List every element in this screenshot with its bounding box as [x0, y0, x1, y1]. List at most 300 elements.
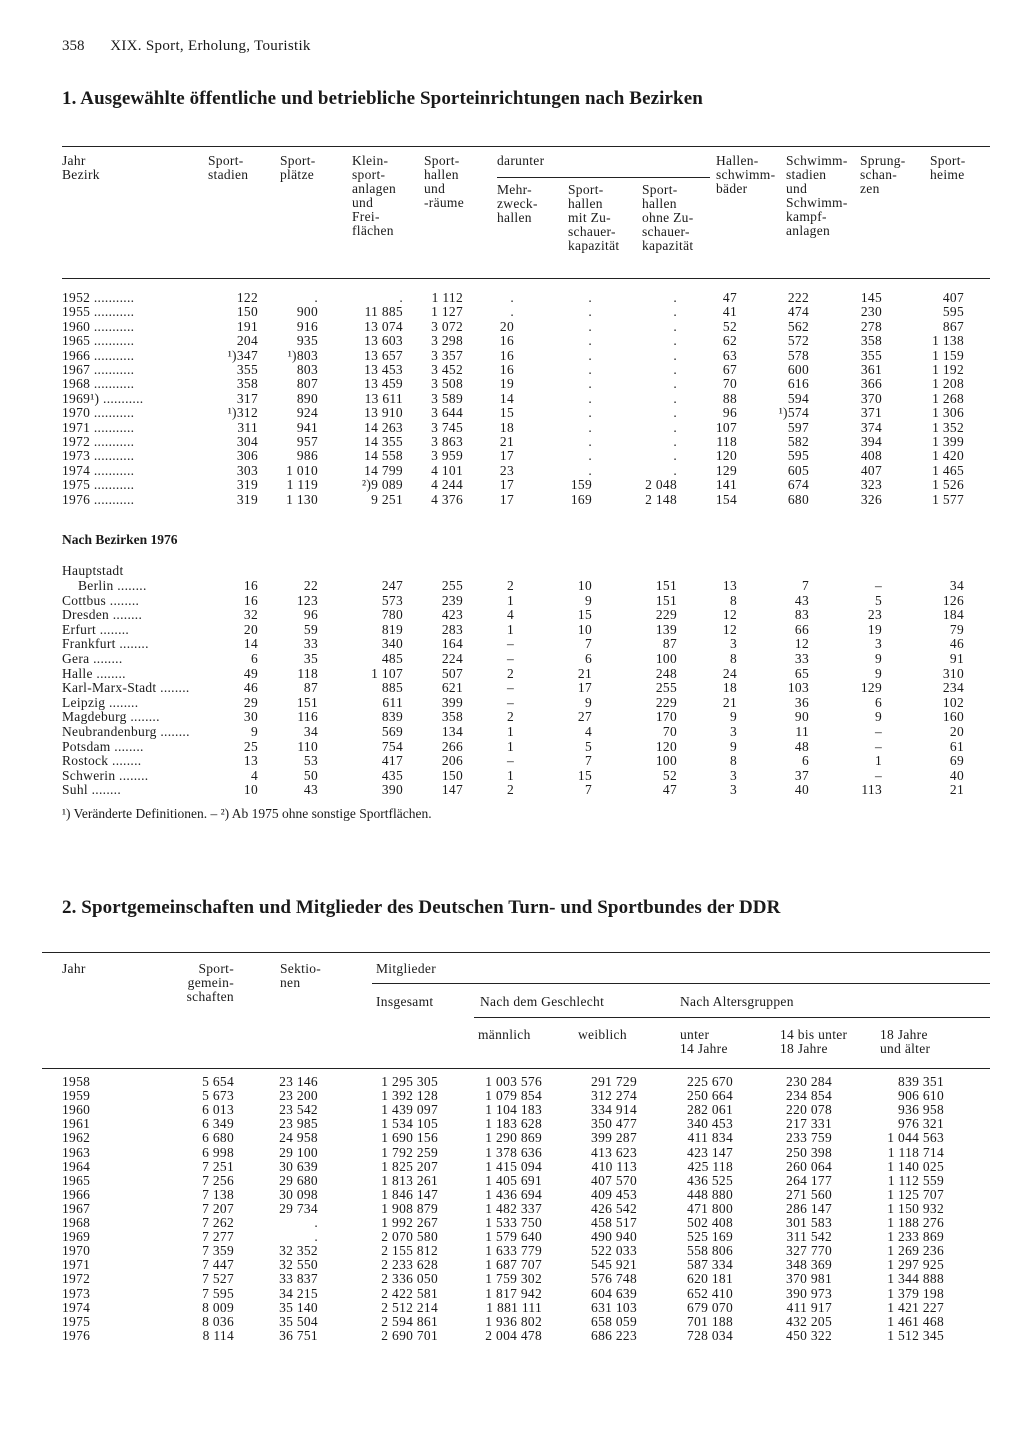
t2-cell: 34 215 [279, 1285, 318, 1301]
t2-cell: 1 297 925 [887, 1257, 944, 1273]
t2-cell: 522 033 [591, 1243, 637, 1259]
t2-cell: 32 352 [279, 1243, 318, 1259]
t2-cell: 701 188 [687, 1313, 733, 1329]
t1-district-cell: 621 [441, 680, 463, 696]
t2-cell: 2 070 580 [381, 1229, 438, 1245]
t1-row-year: 1973 ........... [62, 448, 135, 464]
t2-cell: 7 256 [202, 1172, 234, 1188]
t1-district-cell: 40 [794, 782, 809, 798]
t1-district-cell: 22 [303, 578, 318, 593]
t1-cell: 319 [236, 477, 258, 493]
t1-district-cell: 25 [243, 738, 258, 754]
t1-cell: . [510, 304, 514, 320]
t2-cell: 282 061 [687, 1102, 733, 1118]
t2-cell: 32 550 [279, 1257, 318, 1273]
t2-cell: 1 003 576 [485, 1074, 542, 1089]
t1-row-year: 1968 ........... [62, 376, 135, 392]
t2-cell: 502 408 [687, 1215, 733, 1230]
table1-footnote: ¹) Veränderte Definitionen. – ²) Ab 1975 ohne sonstige Sportflächen. [62, 806, 432, 821]
t1-cell: 122 [236, 290, 258, 305]
t2-cell: 286 147 [786, 1200, 832, 1216]
t2-cell: 271 560 [786, 1186, 832, 1202]
t1-district-cell: 2 [506, 709, 514, 725]
t1-cell: 304 [236, 434, 258, 449]
t1-cell: 14 [499, 390, 514, 406]
t1-cell: 1 192 [932, 362, 964, 377]
t1-district-cell: – [874, 738, 882, 754]
t2-cell: 1 415 094 [485, 1158, 542, 1174]
t2-cell: 234 854 [786, 1088, 832, 1104]
t1-cell: . [673, 376, 677, 392]
t2-cell: 390 973 [786, 1285, 832, 1301]
t1-district-cell: – [506, 636, 514, 652]
t1-cell: . [588, 318, 592, 334]
t2-col-maennlich: männlich [478, 1027, 531, 1042]
t2-cell: 1 512 345 [887, 1327, 944, 1343]
t2-cell: 587 334 [687, 1257, 733, 1273]
t2-cell: 8 036 [202, 1313, 234, 1329]
t1-district-cell: 151 [296, 694, 318, 710]
t2-cell: 23 542 [279, 1102, 318, 1118]
t1-district-cell: 7 [584, 753, 592, 769]
t2-cell: 1 290 869 [485, 1130, 542, 1146]
t2-cell: 7 527 [202, 1271, 234, 1287]
t1-row-year: 1966 ........... [62, 347, 135, 363]
t1-col-header: Schwimm- stadien und Schwimm- kampf- anlagen [786, 153, 848, 238]
t1-cell: 1 130 [286, 491, 318, 507]
t1-cell: 1 127 [431, 304, 463, 320]
t2-cell: 1 936 802 [485, 1313, 542, 1329]
t2-cell: 450 322 [786, 1327, 832, 1343]
t1-cell: ¹)312 [227, 405, 258, 421]
t2-cell: 1 183 628 [485, 1116, 542, 1132]
t1-district-cell: 6 [584, 651, 592, 666]
t2-row-year: 1965 [62, 1172, 91, 1188]
t1-cell: 17 [499, 448, 514, 464]
t2-cell: 5 654 [202, 1074, 234, 1089]
t1-cell: 680 [787, 491, 809, 507]
t1-district-cell: 9 [584, 694, 592, 710]
t2-cell: 410 113 [591, 1158, 637, 1174]
t2-cell: 490 940 [591, 1229, 637, 1245]
t2-cell: 1 379 198 [887, 1285, 944, 1301]
t1-district-cell: 780 [381, 607, 403, 623]
t2-cell: . [314, 1229, 318, 1245]
t1-district-cell: 611 [382, 694, 403, 710]
t1-district-cell: 20 [243, 621, 258, 637]
t1-cell: 13 910 [364, 405, 403, 421]
t1-district-cell: 48 [794, 738, 809, 754]
t2-cell: 1 188 276 [887, 1215, 944, 1230]
t2-cell: 1 813 261 [381, 1172, 438, 1188]
t1-cell: . [673, 362, 677, 377]
t1-cell: . [673, 434, 677, 449]
t1-cell: 70 [722, 376, 737, 392]
t1-district-cell: 3 [874, 636, 882, 652]
t1-cell: . [673, 318, 677, 334]
t1-cell: . [588, 376, 592, 392]
t2-row-year: 1974 [62, 1299, 91, 1315]
t1-district-cell: 5 [874, 592, 882, 608]
t1-cell: 14 558 [364, 448, 403, 464]
t1-cell: 2 048 [645, 477, 677, 493]
t1-cell: 16 [499, 362, 514, 377]
t2-cell: 1 825 207 [381, 1158, 438, 1174]
t1-cell: 867 [942, 318, 964, 334]
t1-cell: 355 [236, 362, 258, 377]
t1-district-cell: 151 [655, 578, 677, 593]
t1-cell: . [673, 333, 677, 349]
t1-district-cell: 49 [243, 665, 258, 681]
t1-district-cell: 11 [795, 724, 809, 739]
t1-district-cell: 7 [584, 636, 592, 652]
t2-cell: 370 981 [786, 1271, 832, 1287]
t1-district-cell: 170 [655, 709, 677, 725]
t1-cell: 311 [237, 419, 258, 435]
t1-district-cell: 36 [794, 694, 809, 710]
t1-cell: . [673, 390, 677, 406]
t2-cell: 1 482 337 [485, 1200, 542, 1216]
t1-cell: 14 799 [364, 462, 403, 478]
t1-cell: 605 [787, 462, 809, 478]
t1-district-cell: 569 [381, 724, 403, 739]
t1-col-header: Sprung- schan- zen [860, 153, 906, 196]
t1-cell: 572 [787, 333, 809, 349]
t1-district-cell: 358 [441, 709, 463, 725]
t1-cell: 129 [715, 462, 737, 478]
t2-cell: 426 542 [591, 1200, 637, 1216]
t2-col-altersgruppen: Nach Altersgruppen [680, 994, 794, 1009]
t1-district-cell: 30 [243, 709, 258, 725]
t1-district-cell: 34 [949, 578, 964, 593]
t2-cell: 525 169 [687, 1229, 733, 1245]
t1-cell: 1 465 [932, 462, 964, 478]
t2-row-year: 1966 [62, 1186, 91, 1202]
t1-cell: 594 [787, 390, 809, 406]
t2-cell: 6 013 [202, 1102, 234, 1118]
t1-col-header: Sport- hallen ohne Zu- schauer- kapazität [642, 182, 694, 253]
t2-cell: 679 070 [687, 1299, 733, 1315]
t1-cell: 366 [860, 376, 882, 392]
t1-district-cell: 423 [441, 607, 463, 623]
t1-cell: 23 [499, 462, 514, 478]
t1-district-cell: 9 [874, 651, 882, 666]
t2-cell: 2 004 478 [485, 1327, 542, 1343]
t1-cell: 9 251 [371, 491, 403, 507]
t1-cell: 1 010 [286, 462, 318, 478]
t1-district-cell: 283 [441, 621, 463, 637]
t1-district-cell: 43 [794, 592, 809, 608]
t2-cell: 652 410 [687, 1285, 733, 1301]
t2-col-sektionen: Sektio- nen [280, 961, 322, 990]
t1-district-cell: 310 [942, 665, 964, 681]
t1-cell: ¹)347 [227, 347, 258, 363]
t2-cell: 6 680 [202, 1130, 234, 1146]
t1-cell: 3 863 [431, 434, 463, 449]
t2-cell: 8 009 [202, 1299, 234, 1315]
t2-row-year: 1962 [62, 1130, 91, 1146]
t2-cell: 1 687 707 [485, 1257, 542, 1273]
t1-district-cell: 9 [874, 709, 882, 725]
t1-district-cell: 134 [441, 724, 463, 739]
t2-cell: 5 673 [202, 1088, 234, 1104]
t1-district-name: Leipzig ........ [62, 694, 139, 710]
t2-cell: 33 837 [279, 1271, 318, 1287]
t1-cell: 616 [787, 376, 809, 392]
t1-cell: 370 [860, 390, 882, 406]
t1-district-cell: 27 [577, 709, 592, 725]
t2-cell: 250 398 [786, 1144, 832, 1160]
t1-district-cell: 91 [949, 651, 964, 666]
t1-cell: 807 [296, 376, 318, 392]
t1-cell: 4 101 [431, 462, 463, 478]
t1-col-header: Hallen- schwimm- bäder [716, 153, 776, 196]
t1-cell: 408 [860, 448, 882, 464]
t1-district-cell: 87 [662, 636, 677, 652]
t1-district-cell: 255 [441, 578, 463, 593]
t1-district-cell: 37 [794, 767, 809, 783]
t1-district-cell: 147 [441, 782, 463, 798]
t2-mitglieder-rule [372, 983, 990, 984]
t1-district-cell: 435 [381, 767, 403, 783]
t2-row-year: 1967 [62, 1200, 91, 1216]
t1-district-cell: 34 [303, 724, 318, 739]
t2-cell: 350 477 [591, 1116, 637, 1132]
t1-cell: . [588, 347, 592, 363]
t1-district-cell: 10 [243, 782, 258, 798]
t1-row-year: 1960 ........... [62, 318, 135, 334]
t1-cell: 1 112 [431, 290, 463, 305]
t1-cell: 14 355 [364, 434, 403, 449]
t2-cell: 458 517 [591, 1215, 637, 1230]
t1-district-cell: 59 [303, 621, 318, 637]
t1-cell: 3 959 [431, 448, 463, 464]
t1-district-cell: 61 [949, 738, 964, 754]
t1-district-name: Frankfurt ........ [62, 636, 149, 652]
t1-cell: . [673, 405, 677, 421]
t2-cell: 1 633 779 [485, 1243, 542, 1259]
t2-cell: 411 917 [786, 1299, 832, 1315]
t1-cell: 145 [860, 290, 882, 305]
t1-district-cell: 102 [942, 694, 964, 710]
t1-district-cell: 151 [655, 592, 677, 608]
t1-cell: . [588, 362, 592, 377]
t2-cell: 29 680 [279, 1172, 318, 1188]
t1-cell: 278 [860, 318, 882, 334]
t1-darunter-header: darunter [497, 153, 545, 168]
t2-cell: 1 118 714 [887, 1144, 944, 1160]
t1-district-cell: 206 [441, 753, 463, 769]
t1-cell: 1 399 [932, 434, 964, 449]
t1-cell: 1 352 [932, 419, 964, 435]
t1-cell: . [588, 419, 592, 435]
t1-district-cell: – [874, 578, 882, 593]
t1-col-header: Klein- sport- anlagen und Frei- flächen [352, 153, 397, 238]
t2-cell: 29 734 [279, 1200, 318, 1216]
t1-cell: 1 420 [932, 448, 964, 464]
t1-cell: . [399, 290, 403, 305]
t2-cell: 301 583 [786, 1215, 832, 1230]
t1-district-cell: – [506, 680, 514, 696]
t1-cell: ²)9 089 [361, 477, 403, 493]
t1-col-header: Sport- hallen und -räume [424, 153, 465, 210]
t1-district-cell: 1 [506, 621, 514, 637]
t1-cell: 14 263 [364, 419, 403, 435]
t1-district-cell: 160 [942, 709, 964, 725]
t1-cell: 3 452 [431, 362, 463, 377]
t1-cell: 957 [296, 434, 318, 449]
t1-cell: 17 [499, 477, 514, 493]
t2-cell: 413 623 [591, 1144, 637, 1160]
t1-cell: . [588, 304, 592, 320]
t1-col-header: Sport- plätze [280, 153, 316, 182]
t1-cell: 935 [296, 333, 318, 349]
t1-district-cell: 9 [874, 665, 882, 681]
t1-cell: 355 [860, 347, 882, 363]
t2-cell: 1 992 267 [381, 1215, 438, 1230]
t2-cell: 448 880 [687, 1186, 733, 1202]
t1-cell: . [673, 304, 677, 320]
t1-district-cell: 21 [722, 694, 737, 710]
t1-cell: 47 [722, 290, 737, 305]
t1-district-cell: 9 [250, 724, 258, 739]
t1-district-cell: 507 [441, 665, 463, 681]
t2-cell: 1 533 750 [485, 1215, 542, 1230]
t1-district-cell: 3 [729, 636, 737, 652]
t1-district-cell: 9 [729, 738, 737, 754]
t1-district-cell: 2 [506, 782, 514, 798]
t2-cell: 407 570 [591, 1172, 637, 1188]
t1-district-cell: 33 [303, 636, 318, 652]
t2-cell: 312 274 [591, 1088, 637, 1104]
t2-cell: 7 138 [202, 1186, 234, 1202]
t1-cell: . [673, 448, 677, 464]
t1-cell: 374 [860, 419, 882, 435]
t1-col-header: Mehr- zweck- hallen [497, 182, 538, 225]
t1-cell: . [588, 405, 592, 421]
t1-row-year: 1955 ........... [62, 304, 135, 320]
t2-cell: 2 594 861 [381, 1313, 438, 1329]
t2-row-year: 1976 [62, 1327, 91, 1343]
t1-cell: 1 526 [932, 477, 964, 493]
t2-cell: 35 504 [279, 1313, 318, 1329]
t2-cell: 6 998 [202, 1144, 234, 1160]
t1-cell: . [510, 290, 514, 305]
t1-cell: 407 [942, 290, 964, 305]
t2-cell: 1 846 147 [381, 1186, 438, 1202]
t2-cell: 436 525 [687, 1172, 733, 1188]
t1-district-cell: 9 [729, 709, 737, 725]
t1-cell: 67 [722, 362, 737, 377]
t2-cell: 264 177 [786, 1172, 832, 1188]
t1-cell: 141 [715, 477, 737, 493]
t2-cell: 558 806 [687, 1243, 733, 1259]
t1-cell: . [588, 462, 592, 478]
t1-district-cell: 885 [381, 680, 403, 696]
t2-row-year: 1973 [62, 1285, 91, 1301]
t1-district-cell: 46 [949, 636, 964, 652]
t2-cell: 233 759 [786, 1130, 832, 1146]
t2-cell: 348 369 [786, 1257, 832, 1273]
t1-cell: 13 453 [364, 362, 403, 377]
t2-cell: 409 453 [591, 1186, 637, 1202]
t1-cell: 306 [236, 448, 258, 464]
t1-cell: 1 268 [932, 390, 964, 406]
t1-district-cell: 485 [381, 651, 403, 666]
t1-district-cell: 87 [303, 680, 318, 696]
t1-district-name: Halle ........ [62, 665, 126, 681]
t1-cell: 16 [499, 333, 514, 349]
t1-cell: . [588, 333, 592, 349]
t2-cell: 7 277 [202, 1229, 234, 1245]
t1-district-cell: 139 [655, 621, 677, 637]
t1-district-cell: 8 [729, 753, 737, 769]
t2-cell: 217 331 [786, 1116, 832, 1132]
t2-cell: 2 233 628 [381, 1257, 438, 1273]
t2-cell: 1 461 468 [887, 1313, 944, 1329]
t1-district-name: Karl-Marx-Stadt ........ [62, 680, 190, 696]
t1-cell: 204 [236, 333, 258, 349]
t2-cell: 1 534 105 [381, 1116, 438, 1132]
t1-cell: 169 [570, 491, 592, 507]
t1-cell: ¹)574 [778, 405, 809, 421]
t1-cell: . [673, 419, 677, 435]
t2-cell: 260 064 [786, 1158, 832, 1174]
t1-cell: 11 885 [364, 304, 403, 320]
t1-cell: 890 [296, 390, 318, 406]
t1-district-cell: 47 [662, 782, 677, 798]
t2-cell: 1 908 879 [381, 1200, 438, 1216]
t2-cell: 30 639 [279, 1158, 318, 1174]
t1-district-cell: 103 [787, 680, 809, 696]
t1-col-header: Sport- stadien [208, 153, 249, 182]
t1-row-year: 1974 ........... [62, 462, 135, 478]
t1-row-year: 1969¹) ........... [62, 390, 144, 406]
t2-cell: 225 670 [687, 1074, 733, 1089]
t1-cell: 582 [787, 434, 809, 449]
t2-cell: 7 595 [202, 1285, 234, 1301]
t2-col-sportgemeinschaften: Sport- gemein- schaften [186, 961, 234, 1004]
t2-cell: 631 103 [591, 1299, 637, 1315]
t2-cell: . [314, 1215, 318, 1230]
t1-district-cell: 224 [441, 651, 463, 666]
t1-district-name: Schwerin ........ [62, 767, 149, 783]
t1-cell: 20 [499, 318, 514, 334]
t1-cell: 803 [296, 362, 318, 377]
t2-cell: 620 181 [687, 1271, 733, 1287]
t1-row-year: 1972 ........... [62, 434, 135, 449]
t1-district-cell: 7 [801, 578, 809, 593]
t2-cell: 686 223 [591, 1327, 637, 1343]
t1-district-cell: 184 [942, 607, 964, 623]
t1-district-cell: 12 [722, 621, 737, 637]
t1-header-bottom-rule [62, 278, 990, 279]
t1-cell: 361 [860, 362, 882, 377]
t1-cell: 63 [722, 347, 737, 363]
t2-row-year: 1964 [62, 1158, 91, 1174]
t1-cell: 13 603 [364, 333, 403, 349]
t2-col-mitglieder: Mitglieder [376, 961, 436, 976]
t2-cell: 399 287 [591, 1130, 637, 1146]
t1-cell: 986 [296, 448, 318, 464]
t1-district-cell: 69 [949, 753, 964, 769]
t1-district-cell: 66 [794, 621, 809, 637]
t1-district-cell: 8 [729, 592, 737, 608]
t1-district-cell: 29 [243, 694, 258, 710]
t1-district-cell: 5 [584, 738, 592, 754]
t2-cell: 1 079 854 [485, 1088, 542, 1104]
t1-cell: 1 577 [932, 491, 964, 507]
